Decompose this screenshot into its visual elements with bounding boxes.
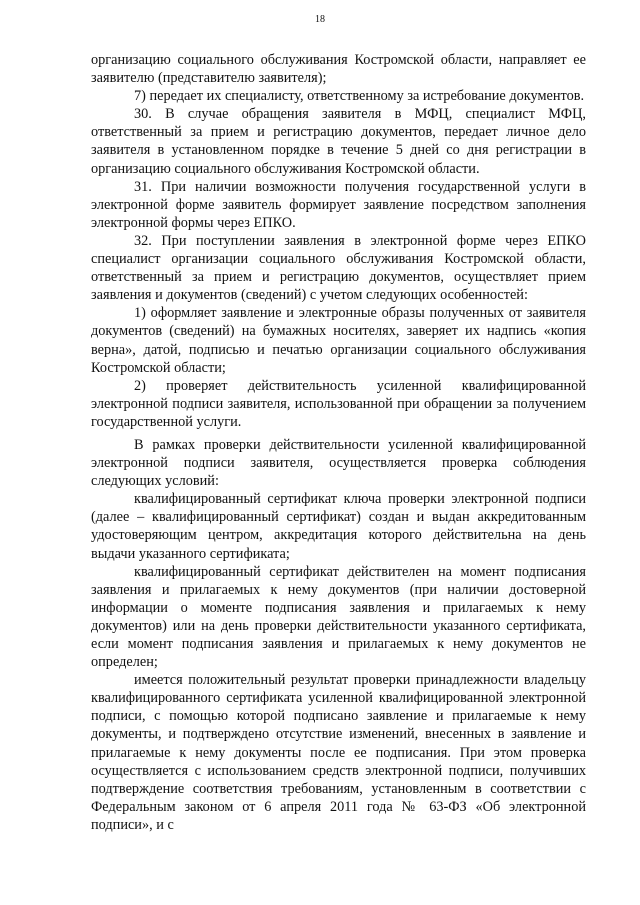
paragraph-32: 32. При поступлении заявления в электронной форме через ЕПКО специалист организации социального обслуживания Костромской области, ответственный за прием и регистрацию документов, осуществляет прием заявления и документов (сведений) с учетом следующих особенностей: xyxy=(91,232,586,304)
paragraph-verification-conditions: В рамках проверки действительности усиленной квалифицированной электронной подписи заявителя, осуществляется проверка соблюдения следующих условий: xyxy=(91,436,586,490)
document-body xyxy=(91,51,586,834)
paragraph-item-7: 7) передает их специалисту, ответственному за истребование документов. xyxy=(134,88,585,105)
paragraph-condition-signature-check: имеется положительный результат проверки принадлежности владельцу квалифицированного сертификата усиленной квалифицированной электронной подписи, с помощью которой подписано заявление и прилагаемые к нему документы, и подтверждено отсутствие изменений, внесенных в заявление и прилагаемые к нему документы после ее подписания. При этом проверка осуществляется с использованием средств электронной подписи, получивших подтверждение соответствия требованиям, установленным в соответствии с Федеральным законом от 6 апреля 2011 года № 63-ФЗ «Об электронной подписи», и с xyxy=(91,672,586,833)
paragraph-continuation: организацию социального обслуживания Костромской области, направляет ее заявителю (представителю заявителя); xyxy=(91,52,586,87)
paragraph-condition-certificate-valid: квалифицированный сертификат действителен на момент подписания заявления и прилагаемых к нему документов (при наличии достоверной информации о моменте подписания заявления и прилагаемых к нему документов) или на день проверки действительности указанного сертификата, если момент подписания заявления и прилагаемых к нему документов не определен; xyxy=(91,563,586,671)
paragraph-32-item-1: 1) оформляет заявление и электронные образы полученных от заявителя документов (сведений) на бумажных носителях, заверяет их надпись «копия верна», датой, подписью и печатью организации социального обслуживания Костромской области; xyxy=(91,305,586,376)
paragraph-32-item-2: 2) проверяет действительность усиленной квалифицированной электронной подписи заявителя, использованной при обращении за получением государственной услуги. xyxy=(91,377,586,430)
page-number: 18 xyxy=(315,14,325,25)
paragraph-31: 31. При наличии возможности получения государственной услуги в электронной форме заявитель формирует заявление посредством заполнения электронной формы через ЕПКО. xyxy=(91,178,586,231)
paragraph-condition-certificate-issued: квалифицированный сертификат ключа проверки электронной подписи (далее – квалифицированный сертификат) создан и выдан аккредитованным удостоверяющим центром, аккредитация которого действительна на день выдачи указанного сертификата; xyxy=(91,491,586,562)
paragraph-30: 30. В случае обращения заявителя в МФЦ, специалист МФЦ, ответственный за прием и регистрацию документов, передает личное дело заявителя в установленном порядке в течение 5 дней со дня регистрации в организацию социального обслуживания Костромской области. xyxy=(91,106,586,177)
